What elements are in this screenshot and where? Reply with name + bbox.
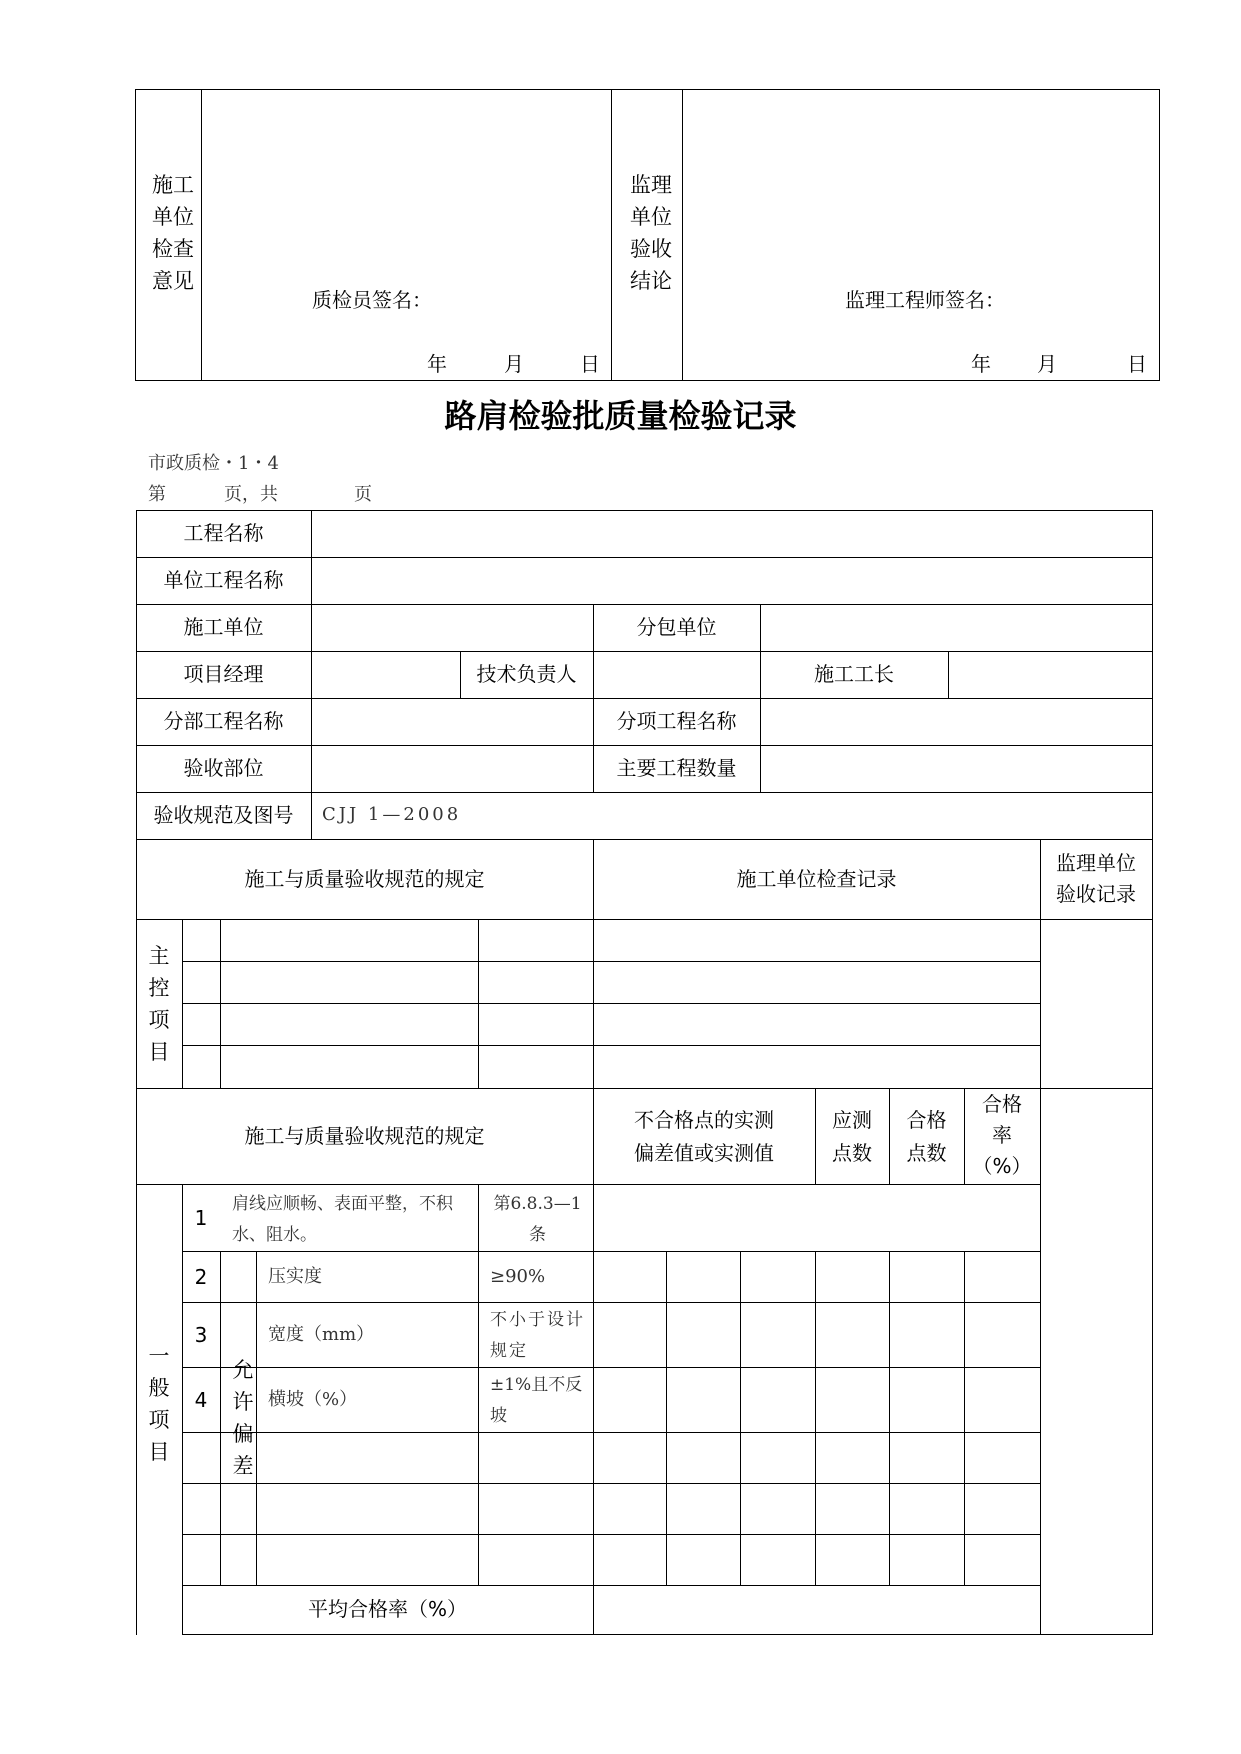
- main-quantity-label: 主要工程数量: [616, 756, 737, 780]
- page-middle: 页，共: [224, 484, 278, 505]
- main-control-label: 主 控 项 目: [148, 944, 170, 1064]
- avg-pass-rate-label: 平均合格率（%）: [307, 1597, 467, 1621]
- engineer-signature-label: 监理工程师签名：: [845, 288, 1005, 312]
- allowed-deviation-label: 允 许 偏 差: [232, 1358, 254, 1478]
- page-title: 路肩检验批质量检验记录: [444, 397, 797, 435]
- item-1-desc: 肩线应顺畅、表面平整，不积水、阻水。: [232, 1194, 453, 1245]
- project-name-label: 工程名称: [183, 521, 264, 545]
- construction-unit-label: 施工单位: [183, 615, 264, 639]
- supervision-conclusion-label: 监理 单位 验收 结论: [630, 173, 672, 293]
- month-label-2: 月: [1037, 352, 1057, 376]
- spec-value: CJJ 1—2008: [322, 804, 462, 825]
- item-3-no: 3: [194, 1323, 208, 1347]
- main-spec-header: 施工与质量验收规范的规定: [244, 867, 485, 891]
- subcontract-unit-label: 分包单位: [636, 615, 717, 639]
- general-spec-header: 施工与质量验收规范的规定: [244, 1124, 485, 1148]
- year-label-2: 年: [971, 352, 991, 376]
- item-2-ref: ≥90%: [490, 1266, 546, 1287]
- item-3-ref: 不小于设计规定: [490, 1310, 585, 1361]
- spec-label: 验收规范及图号: [153, 803, 294, 827]
- acceptance-part-label: 验收部位: [183, 756, 264, 780]
- day-label-2: 日: [1127, 352, 1147, 376]
- item-2-no: 2: [194, 1265, 208, 1289]
- item-4-ref: ±1%且不反坡: [490, 1375, 583, 1426]
- should-measure-header: 应测 点数: [832, 1108, 872, 1165]
- item-4-no: 4: [194, 1388, 208, 1412]
- site-foreman-label: 施工工长: [814, 662, 894, 686]
- year-label: 年: [427, 352, 447, 376]
- item-1-ref: 第6.8.3—1条: [493, 1194, 582, 1245]
- item-1-no: 1: [194, 1206, 208, 1230]
- page-suffix: 页: [354, 484, 372, 505]
- month-label: 月: [504, 352, 524, 376]
- form-code: 市政质检・1・4: [148, 453, 279, 474]
- deviation-header: 不合格点的实测 偏差值或实测值: [634, 1108, 774, 1165]
- division-name-label: 分部工程名称: [163, 709, 284, 733]
- day-label: 日: [580, 352, 600, 376]
- inspector-signature-label: 质检员签名：: [312, 288, 432, 312]
- unit-project-name-label: 单位工程名称: [163, 568, 284, 592]
- project-manager-label: 项目经理: [183, 662, 264, 686]
- pass-rate-header: 合格 率 （%）: [972, 1092, 1032, 1178]
- construction-opinion-label: 施工 单位 检查 意见: [152, 173, 194, 293]
- qualified-points-header: 合格 点数: [906, 1108, 947, 1165]
- supervision-record-header: 监理单位 验收记录: [1056, 851, 1136, 906]
- item-3-desc: 宽度（mm）: [268, 1324, 375, 1345]
- item-2-desc: 压实度: [268, 1266, 322, 1287]
- technical-lead-label: 技术负责人: [476, 662, 577, 686]
- subitem-name-label: 分项工程名称: [616, 709, 737, 733]
- check-record-header: 施工单位检查记录: [736, 867, 897, 891]
- item-4-desc: 横坡（%）: [268, 1389, 358, 1410]
- page-prefix: 第: [148, 484, 166, 505]
- general-items-label: 一 般 项 目: [148, 1344, 170, 1464]
